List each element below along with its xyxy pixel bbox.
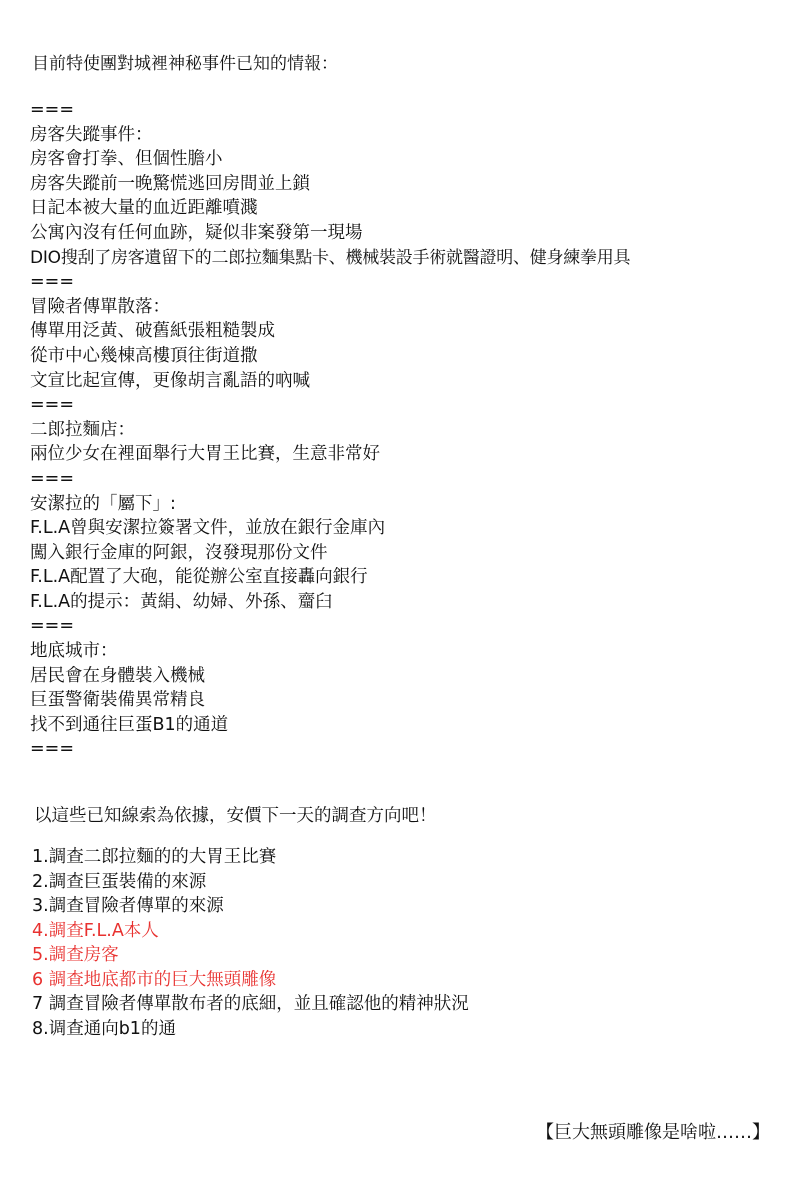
note-line: 兩位少女在裡面舉行大胃王比賽，生意非常好 xyxy=(30,444,380,465)
note-line: 日記本被大量的血近距離噴濺 xyxy=(30,198,258,219)
footer-comment: 【巨大無頭雕像是啥啦……】 xyxy=(536,1122,770,1143)
note-line: 居民會在身體裝入機械 xyxy=(30,665,205,686)
section-divider: === xyxy=(30,100,74,120)
option-item: 8.调查通向b1的通 xyxy=(32,1018,176,1039)
option-item: 3.調查冒險者傳單的來源 xyxy=(32,896,224,916)
note-line: 房客失蹤前一晚驚慌逃回房間並上鎖 xyxy=(30,173,310,194)
note-line: 文宣比起宣傳，更像胡言亂語的吶喊 xyxy=(30,370,310,391)
section-divider: === xyxy=(30,272,74,293)
option-item: 1.調查二郎拉麵的的大胃王比賽 xyxy=(32,847,277,867)
option-item: 7 調查冒險者傳單散布者的底細，並且確認他的精神狀況 xyxy=(32,994,469,1014)
section-heading: 安潔拉的「屬下」: xyxy=(30,493,176,514)
note-line: DIO搜刮了房客遺留下的二郎拉麵集點卡、機械裝設手術就醫證明、健身練拳用具 xyxy=(30,247,631,268)
note-line: 從市中心幾棟高樓頂往街道撒 xyxy=(30,345,258,366)
section-heading: 二郎拉麵店： xyxy=(30,419,135,440)
voting-prompt: 以這些已知線索為依據，安價下一天的調查方向吧！ xyxy=(34,806,437,826)
note-line: F.L.A曾與安潔拉簽署文件，並放在銀行金庫內 xyxy=(30,518,386,539)
section-divider: === xyxy=(30,616,74,637)
section-divider: === xyxy=(30,739,74,760)
section-heading: 房客失蹤事件： xyxy=(30,124,153,145)
note-line: F.L.A的提示：黃絹、幼婦、外孫、齏臼 xyxy=(30,591,333,612)
note-line: 闖入銀行金庫的阿銀，沒發現那份文件 xyxy=(30,542,328,563)
note-line: 巨蛋警衛裝備異常精良 xyxy=(30,690,205,711)
note-line: 房客會打拳、但個性膽小 xyxy=(30,149,223,170)
note-line: 傳單用泛黃、破舊紙張粗糙製成 xyxy=(30,321,275,342)
section-divider: === xyxy=(30,395,74,416)
section-divider: === xyxy=(30,468,74,489)
intel-notes xyxy=(30,98,795,762)
note-line: F.L.A配置了大砲，能從辦公室直接轟向銀行 xyxy=(30,567,368,588)
option-item: 6 調查地底都市的巨大無頭雕像 xyxy=(32,969,277,990)
section-heading: 冒險者傳單散落： xyxy=(30,296,170,317)
note-line: 公寓內沒有任何血跡，疑似非案發第一現場 xyxy=(30,222,363,243)
intro-heading: 目前特使團對城裡神秘事件已知的情報： xyxy=(32,54,338,74)
section-heading: 地底城市： xyxy=(30,641,118,662)
option-item: 2.調查巨蛋裝備的來源 xyxy=(32,871,207,892)
option-item: 4.調查F.L.A本人 xyxy=(32,920,159,941)
investigation-options xyxy=(32,845,469,1041)
note-line: 找不到通往巨蛋B1的通道 xyxy=(30,714,229,735)
option-item: 5.調查房客 xyxy=(32,945,119,965)
